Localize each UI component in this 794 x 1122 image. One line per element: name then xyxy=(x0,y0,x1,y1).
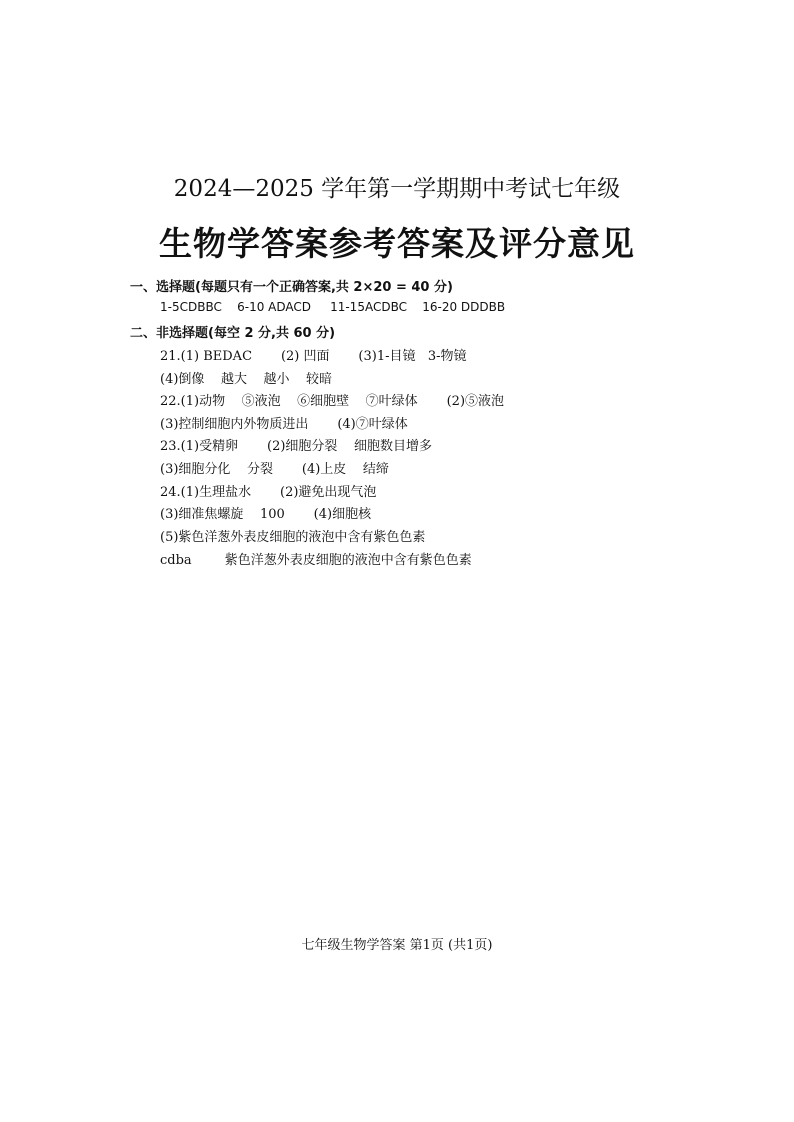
section-non-choice-heading: 二、非选择题(每空 2 分,共 60 分) xyxy=(130,326,336,341)
answer-line-24-4: cdba 紫色洋葱外表皮细胞的液泡中含有紫色色素 xyxy=(160,553,472,568)
answer-line-23-2: (3)细胞分化 分裂 (4)上皮 结缔 xyxy=(160,462,389,477)
answer-line-22-1: 22.(1)动物 ⑤液泡 ⑥细胞壁 ⑦叶绿体 (2)⑤液泡 xyxy=(160,394,505,409)
answer-line-24-1: 24.(1)生理盐水 (2)避免出现气泡 xyxy=(160,485,377,500)
answer-line-21-2: (4)倒像 越大 越小 较暗 xyxy=(160,372,333,387)
exam-title: 2024—2025 学年第一学期期中考试七年级 xyxy=(173,176,621,202)
answer-line-21-1: 21.(1) BEDAC (2) 凹面 (3)1-目镜 3-物镜 xyxy=(160,349,467,364)
answer-line-24-3: (5)紫色洋葱外表皮细胞的液泡中含有紫色色素 xyxy=(160,530,426,545)
multiple-choice-answers: 1-5CDBBC 6-10 ADACD 11-15ACDBC 16-20 DDDBB xyxy=(160,300,506,314)
answer-key-title: 生物学答案参考答案及评分意见 xyxy=(159,224,635,263)
page-footer: 七年级生物学答案 第1页 (共1页) xyxy=(301,938,493,953)
section-multiple-choice-heading: 一、选择题(每题只有一个正确答案,共 2×20 = 40 分) xyxy=(130,280,453,295)
answer-line-23-1: 23.(1)受精卵 (2)细胞分裂 细胞数目增多 xyxy=(160,439,432,454)
answer-line-24-2: (3)细准焦螺旋 100 (4)细胞核 xyxy=(160,507,372,522)
answer-line-22-2: (3)控制细胞内外物质进出 (4)⑦叶绿体 xyxy=(160,417,408,432)
